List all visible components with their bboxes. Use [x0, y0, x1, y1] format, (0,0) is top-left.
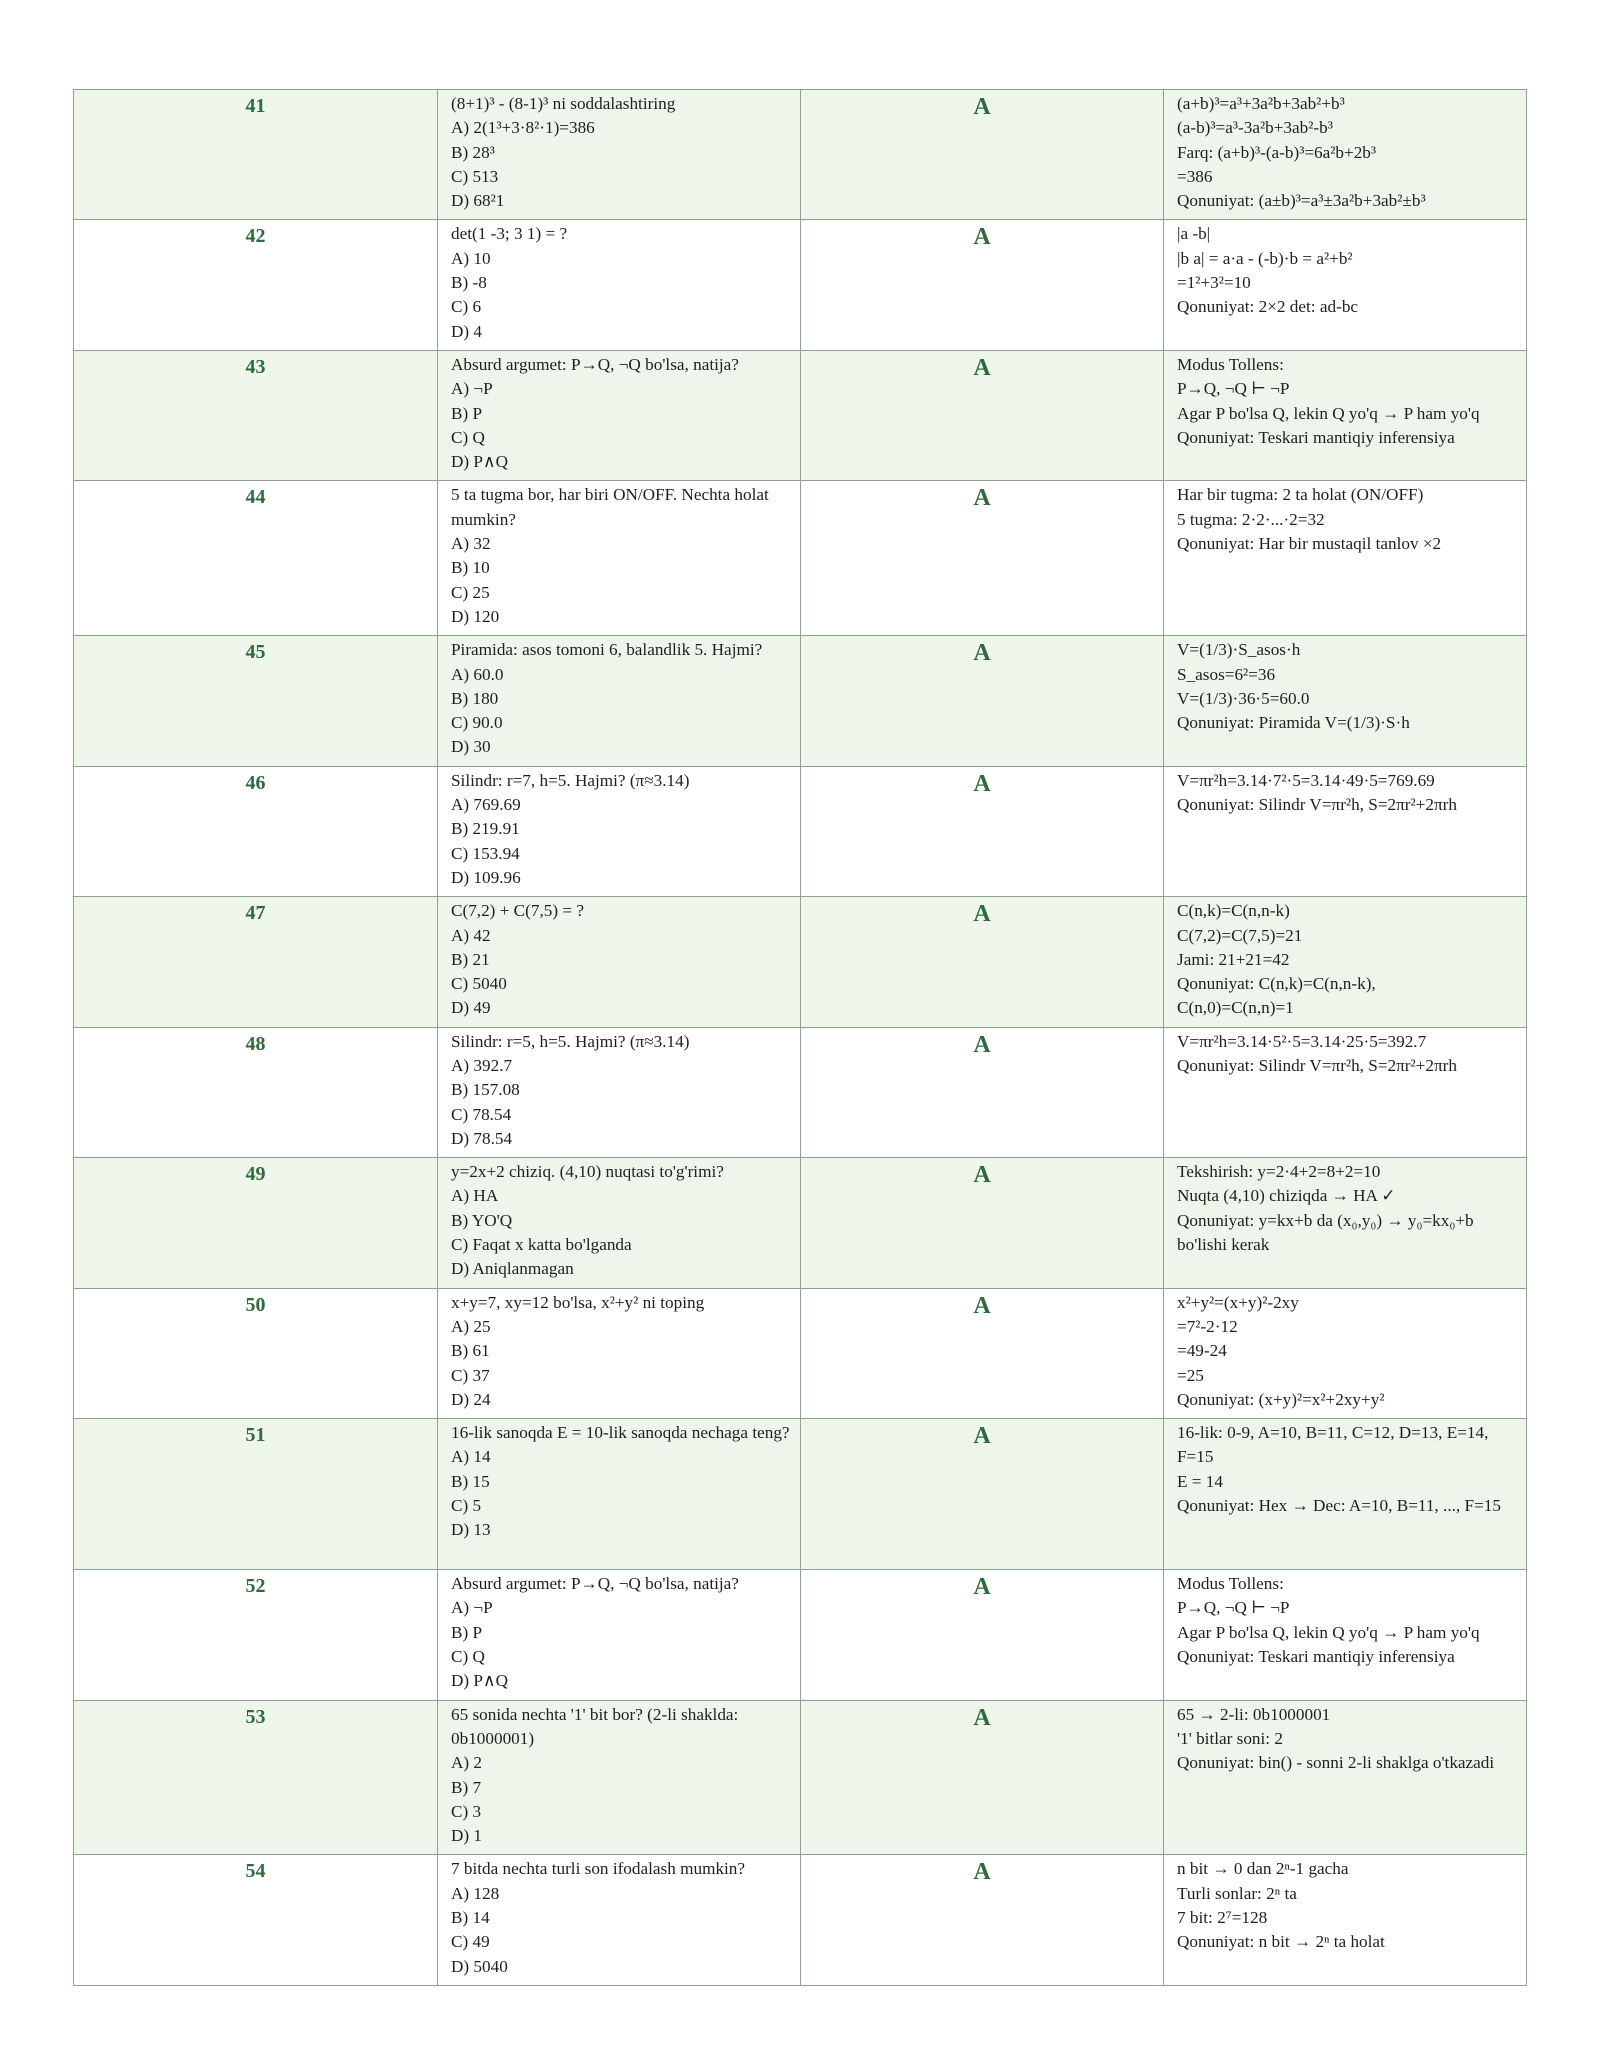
question-text: Silindr: r=5, h=5. Hajmi? (π≈3.14) [451, 1031, 690, 1051]
correct-answer: A [801, 90, 1164, 220]
explanation-cell [1164, 1700, 1527, 1855]
table-row [74, 1700, 1527, 1855]
explanation-line: 7 bit: 2⁷=128 [1177, 1908, 1268, 1927]
table-row [74, 1419, 1527, 1570]
explanation-line: Qonuniyat: C(n,k)=C(n,n-k), [1177, 974, 1376, 994]
answer-option: B) 14 [451, 1908, 490, 1927]
correct-answer: A [801, 1288, 1164, 1418]
correct-answer: A [801, 1158, 1164, 1288]
explanation-cell [1164, 766, 1527, 896]
answer-option: D) 49 [451, 998, 491, 1018]
answer-option: A) 32 [451, 534, 491, 554]
explanation-line: Agar P bo'lsa Q, lekin Q yo'q → P ham yo'q [1177, 1622, 1480, 1642]
explanation-line: Qonuniyat: Teskari mantiqiy inferensiya [1177, 427, 1455, 447]
answer-option: D) 4 [451, 321, 483, 341]
correct-answer: A [801, 1419, 1164, 1570]
answer-option: C) 5 [451, 1496, 482, 1516]
question-text: 16-lik sanoqda E = 10-lik sanoqda nechaga teng? [451, 1423, 790, 1443]
explanation-line: Modus Tollens: [1177, 1574, 1284, 1594]
explanation-line: Qonuniyat: Piramida V=(1/3)·S·h [1177, 713, 1410, 733]
question-text: (8+1)³ - (8-1)³ ni soddalashtiring [451, 94, 676, 113]
answer-option: C) 25 [451, 582, 490, 602]
explanation-cell [1164, 1288, 1527, 1418]
table-row [74, 350, 1527, 480]
answer-option: D) 13 [451, 1520, 491, 1540]
explanation-line: (a+b)³=a³+3a²b+3ab²+b³ [1177, 94, 1345, 113]
answer-option: A) HA [451, 1186, 499, 1206]
question-cell [438, 766, 801, 896]
explanation-line: =49-24 [1177, 1341, 1227, 1361]
explanation-line: Qonuniyat: Teskari mantiqiy inferensiya [1177, 1647, 1455, 1667]
question-cell [438, 1027, 801, 1157]
question-text: det(1 -3; 3 1) = ? [451, 224, 568, 244]
answer-option: D) 24 [451, 1389, 491, 1409]
explanation-line: (a-b)³=a³-3a²b+3ab²-b³ [1177, 118, 1333, 138]
answer-option: C) Q [451, 1647, 485, 1667]
question-number: 41 [74, 90, 438, 220]
explanation-line: Qonuniyat: Hex → Dec: A=10, B=11, ..., F=15 [1177, 1496, 1501, 1516]
explanation-line: =386 [1177, 166, 1213, 186]
answer-option: B) 7 [451, 1777, 482, 1797]
answer-option: B) P [451, 403, 483, 423]
answer-option: C) Faqat x katta bo'lganda [451, 1235, 632, 1255]
correct-answer: A [801, 350, 1164, 480]
table-row [74, 481, 1527, 636]
answer-option: B) 219.91 [451, 819, 520, 839]
explanation-line: '1' bitlar soni: 2 [1177, 1728, 1283, 1748]
correct-answer: A [801, 766, 1164, 896]
explanation-line: Qonuniyat: bin() - sonni 2-li shaklga o'tkazadi [1177, 1753, 1495, 1773]
question-text: x+y=7, xy=12 bo'lsa, x²+y² ni toping [451, 1292, 705, 1312]
question-number: 46 [74, 766, 438, 896]
question-cell [438, 636, 801, 766]
question-text: Silindr: r=7, h=5. Hajmi? (π≈3.14) [451, 770, 690, 790]
question-text: 65 sonida nechta '1' bit bor? (2-li shaklda: 0b1000001) [451, 1704, 739, 1748]
explanation-cell [1164, 1855, 1527, 1985]
correct-answer: A [801, 1855, 1164, 1985]
explanation-line: P→Q, ¬Q ⊢ ¬P [1177, 379, 1290, 399]
question-text: y=2x+2 chiziq. (4,10) nuqtasi to'g'rimi? [451, 1162, 724, 1182]
answer-option: A) 2(1³+3·8²·1)=386 [451, 118, 595, 138]
explanation-cell [1164, 1419, 1527, 1570]
explanation-line: x²+y²=(x+y)²-2xy [1177, 1292, 1299, 1312]
answer-option: B) 157.08 [451, 1080, 520, 1100]
answer-option: B) P [451, 1622, 483, 1642]
question-cell [438, 1419, 801, 1570]
explanation-cell [1164, 90, 1527, 220]
correct-answer: A [801, 636, 1164, 766]
answer-option: C) 78.54 [451, 1104, 512, 1124]
question-number: 47 [74, 897, 438, 1027]
question-number: 50 [74, 1288, 438, 1418]
answer-option: B) YO'Q [451, 1210, 513, 1230]
question-cell [438, 1288, 801, 1418]
explanation-line: Farq: (a+b)³-(a-b)³=6a²b+2b³ [1177, 142, 1377, 162]
explanation-line: Qonuniyat: (x+y)²=x²+2xy+y² [1177, 1389, 1385, 1409]
answer-option: C) Q [451, 427, 485, 447]
correct-answer: A [801, 1027, 1164, 1157]
explanation-cell [1164, 897, 1527, 1027]
question-cell [438, 1700, 801, 1855]
explanation-cell [1164, 636, 1527, 766]
question-number: 42 [74, 220, 438, 350]
answer-option: D) 109.96 [451, 867, 521, 887]
table-row [74, 766, 1527, 896]
answer-option: B) 21 [451, 949, 490, 969]
explanation-line: Qonuniyat: 2×2 det: ad-bc [1177, 297, 1359, 317]
question-number: 43 [74, 350, 438, 480]
explanation-line: V=(1/3)·S_asos·h [1177, 640, 1301, 660]
table-row [74, 1570, 1527, 1700]
question-cell [438, 1158, 801, 1288]
answer-option: C) 513 [451, 166, 499, 186]
correct-answer: A [801, 897, 1164, 1027]
explanation-line: =1²+3²=10 [1177, 273, 1251, 293]
question-number: 53 [74, 1700, 438, 1855]
explanation-line: Qonuniyat: Silindr V=πr²h, S=2πr²+2πrh [1177, 1055, 1457, 1075]
table-row [74, 90, 1527, 220]
answer-option: A) ¬P [451, 1598, 493, 1618]
question-number: 49 [74, 1158, 438, 1288]
explanation-line: |a -b| [1177, 224, 1211, 244]
explanation-line: C(n,k)=C(n,n-k) [1177, 901, 1290, 921]
explanation-line: E = 14 [1177, 1471, 1223, 1491]
answer-option: C) 49 [451, 1932, 490, 1952]
answer-option: C) 153.94 [451, 843, 520, 863]
table-row [74, 220, 1527, 350]
question-number: 48 [74, 1027, 438, 1157]
question-cell [438, 481, 801, 636]
answer-option: D) 120 [451, 606, 500, 626]
explanation-line: Har bir tugma: 2 ta holat (ON/OFF) [1177, 485, 1424, 505]
explanation-line: n bit → 0 dan 2ⁿ-1 gacha [1177, 1859, 1349, 1879]
question-cell [438, 897, 801, 1027]
explanation-cell [1164, 220, 1527, 350]
table-row [74, 897, 1527, 1027]
answer-option: D) P∧Q [451, 452, 508, 472]
question-number: 52 [74, 1570, 438, 1700]
explanation-line: C(n,0)=C(n,n)=1 [1177, 998, 1294, 1018]
answer-option: A) 769.69 [451, 795, 521, 815]
explanation-line: 5 tugma: 2·2·...·2=32 [1177, 509, 1325, 529]
answer-option: A) 14 [451, 1447, 491, 1467]
explanation-line: P→Q, ¬Q ⊢ ¬P [1177, 1598, 1290, 1618]
explanation-line: Qonuniyat: y=kx+b da (x₀,y₀) → y₀=kx₀+b bo'lishi kerak [1177, 1210, 1474, 1255]
answer-table [73, 89, 1527, 1986]
explanation-line: V=πr²h=3.14·7²·5=3.14·49·5=769.69 [1177, 770, 1435, 790]
explanation-line: Agar P bo'lsa Q, lekin Q yo'q → P ham yo'q [1177, 403, 1480, 423]
answer-option: C) 5040 [451, 974, 507, 994]
question-text: Piramida: asos tomoni 6, balandlik 5. Hajmi? [451, 640, 763, 660]
question-cell [438, 90, 801, 220]
question-text: Absurd argumet: P→Q, ¬Q bo'lsa, natija? [451, 354, 739, 374]
explanation-line: Qonuniyat: Silindr V=πr²h, S=2πr²+2πrh [1177, 795, 1457, 815]
answer-option: D) 5040 [451, 1956, 508, 1976]
answer-option: A) 60.0 [451, 664, 504, 684]
explanation-line: =25 [1177, 1365, 1204, 1385]
explanation-line: Turli sonlar: 2ⁿ ta [1177, 1883, 1297, 1903]
explanation-line: |b a| = a·a - (-b)·b = a²+b² [1177, 248, 1353, 268]
answer-option: B) 180 [451, 688, 499, 708]
answer-option: C) 90.0 [451, 713, 503, 733]
answer-option: B) 10 [451, 558, 490, 578]
answer-option: A) 25 [451, 1316, 491, 1336]
explanation-line: Tekshirish: y=2·4+2=8+2=10 [1177, 1162, 1381, 1182]
explanation-line: Nuqta (4,10) chiziqda → HA ✓ [1177, 1186, 1396, 1206]
explanation-line: V=πr²h=3.14·5²·5=3.14·25·5=392.7 [1177, 1031, 1427, 1051]
answer-option: D) 1 [451, 1826, 483, 1846]
answer-option: D) P∧Q [451, 1671, 508, 1691]
explanation-line: C(7,2)=C(7,5)=21 [1177, 925, 1303, 945]
explanation-line: 65 → 2-li: 0b1000001 [1177, 1704, 1331, 1724]
answer-option: A) 2 [451, 1753, 483, 1773]
explanation-line: S_asos=6²=36 [1177, 664, 1276, 684]
answer-option: D) Aniqlanmagan [451, 1259, 574, 1279]
explanation-line: V=(1/3)·36·5=60.0 [1177, 688, 1310, 708]
answer-option: C) 6 [451, 297, 482, 317]
answer-option: A) 42 [451, 925, 491, 945]
answer-option: B) 28³ [451, 142, 495, 162]
explanation-cell [1164, 1027, 1527, 1157]
explanation-line: Qonuniyat: Har bir mustaqil tanlov ×2 [1177, 534, 1442, 554]
table-row [74, 1027, 1527, 1157]
answer-option: A) ¬P [451, 379, 493, 399]
question-text: 5 ta tugma bor, har biri ON/OFF. Nechta holat mumkin? [451, 485, 769, 529]
correct-answer: A [801, 220, 1164, 350]
answer-option: C) 3 [451, 1801, 482, 1821]
question-cell [438, 1855, 801, 1985]
table-body [74, 90, 1527, 1986]
answer-option: A) 128 [451, 1883, 500, 1903]
answer-option: D) 68²1 [451, 191, 505, 211]
correct-answer: A [801, 1570, 1164, 1700]
explanation-cell [1164, 481, 1527, 636]
answer-option: A) 10 [451, 248, 491, 268]
question-text: Absurd argumet: P→Q, ¬Q bo'lsa, natija? [451, 1574, 739, 1594]
question-number: 51 [74, 1419, 438, 1570]
explanation-line: Qonuniyat: (a±b)³=a³±3a²b+3ab²±b³ [1177, 191, 1426, 211]
question-number: 44 [74, 481, 438, 636]
answer-option: B) -8 [451, 273, 487, 293]
table-row [74, 1158, 1527, 1288]
table-row [74, 1855, 1527, 1985]
explanation-cell [1164, 1158, 1527, 1288]
answer-option: B) 15 [451, 1471, 490, 1491]
explanation-line: Qonuniyat: n bit → 2ⁿ ta holat [1177, 1932, 1385, 1952]
question-number: 54 [74, 1855, 438, 1985]
question-text: C(7,2) + C(7,5) = ? [451, 901, 584, 921]
explanation-line: 16-lik: 0-9, A=10, B=11, C=12, D=13, E=14, F=15 [1177, 1423, 1489, 1467]
explanation-cell [1164, 350, 1527, 480]
question-cell [438, 1570, 801, 1700]
answer-option: D) 78.54 [451, 1128, 513, 1148]
answer-option: A) 392.7 [451, 1055, 513, 1075]
explanation-line: Modus Tollens: [1177, 354, 1284, 374]
answer-option: D) 30 [451, 737, 491, 757]
explanation-cell [1164, 1570, 1527, 1700]
question-number: 45 [74, 636, 438, 766]
correct-answer: A [801, 481, 1164, 636]
question-cell [438, 220, 801, 350]
explanation-line: =7²-2·12 [1177, 1316, 1238, 1336]
table-row [74, 1288, 1527, 1418]
answer-option: B) 61 [451, 1341, 490, 1361]
correct-answer: A [801, 1700, 1164, 1855]
explanation-line: Jami: 21+21=42 [1177, 949, 1290, 969]
question-text: 7 bitda nechta turli son ifodalash mumkin? [451, 1859, 746, 1879]
table-row [74, 636, 1527, 766]
question-cell [438, 350, 801, 480]
answer-option: C) 37 [451, 1365, 490, 1385]
